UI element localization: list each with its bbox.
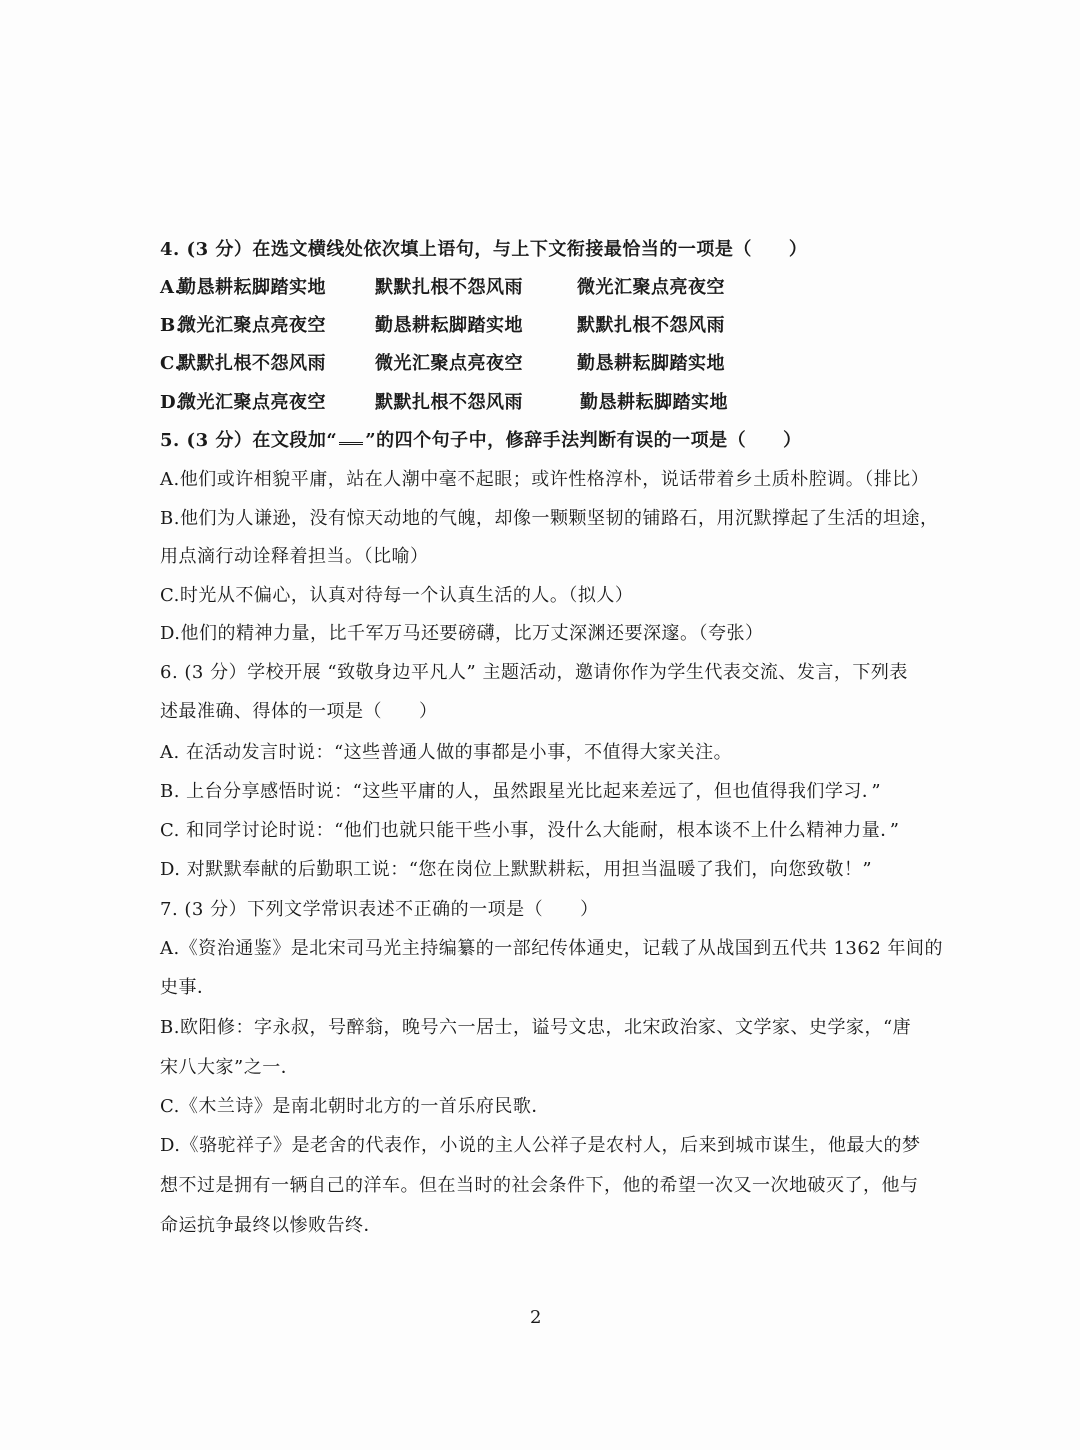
question-7-option-d-line-1: D.《骆驼祥子》是老舍的代表作，小说的主人公祥子是农村人，后来到城市谋生，他最大的梦 — [160, 1135, 921, 1156]
option-phrase-3: 勤恳耕耘脚踏实地 — [580, 392, 728, 413]
question-7-option-a-line-1: A.《资治通鉴》是北宋司马光主持编纂的一部纪传体通史，记载了从战国到五代共 1362 年间的 — [160, 938, 943, 959]
option-phrase-2: 默默扎根不怨风雨 — [375, 392, 523, 413]
question-6-option-c: C. 和同学讨论时说：“他们也就只能干些小事，没什么大能耐，根本谈不上什么精神力量．” — [160, 820, 900, 841]
question-7-option-c: C.《木兰诗》是南北朝时北方的一首乐府民歌． — [160, 1096, 550, 1117]
question-5-option-b-line-2: 用点滴行动诠释着担当。（比喻） — [160, 546, 429, 567]
question-7-stem: 7. (3 分）下列文学常识表述不正确的一项是（ ） — [160, 899, 599, 920]
option-label: A. — [160, 277, 182, 298]
question-7-option-d-line-3: 命运抗争最终以惨败告终． — [160, 1215, 382, 1236]
option-phrase-3: 默默扎根不怨风雨 — [577, 315, 725, 336]
option-label: D. — [160, 392, 183, 413]
option-label: C. — [160, 353, 182, 374]
option-phrase-1: 微光汇聚点亮夜空 — [178, 392, 326, 413]
question-7-option-a-line-2: 史事． — [160, 977, 216, 998]
question-7-option-d-line-2: 想不过是拥有一辆自己的洋车。但在当时的社会条件下，他的希望一次又一次地破灭了，他与 — [160, 1175, 919, 1196]
option-phrase-1: 默默扎根不怨风雨 — [178, 353, 326, 374]
question-5-option-c: C.时光从不偏心，认真对待每一个认真生活的人。（拟人） — [160, 585, 634, 606]
question-5-option-b-line-1: B.他们为人谦逊，没有惊天动地的气魄，却像一颗颗坚韧的铺路石，用沉默撑起了生活的坦途， — [160, 508, 939, 529]
question-6-option-d: D. 对默默奉献的后勤职工说：“您在岗位上默默耕耘，用担当温暖了我们，向您致敬！” — [160, 859, 873, 880]
question-7-option-b-line-1: B.欧阳修：字永叔，号醉翁，晚号六一居士，谥号文忠，北宋政治家、文学家、史学家，“唐 — [160, 1017, 912, 1038]
question-7-option-b-line-2: 宋八大家”之一． — [160, 1057, 300, 1078]
question-5-stem — [160, 429, 802, 453]
question-6-option-b: B. 上台分享感悟时说：“这些平庸的人，虽然跟星光比起来差远了，但也值得我们学习．” — [160, 781, 882, 802]
option-phrase-2: 微光汇聚点亮夜空 — [375, 353, 523, 374]
option-label: B. — [160, 315, 183, 336]
option-phrase-3: 微光汇聚点亮夜空 — [577, 277, 725, 298]
stem-part-after: ”的四个句子中，修辞手法判断有误的一项是（ ） — [365, 430, 802, 451]
emphasis-mark — [339, 438, 363, 445]
option-phrase-1: 微光汇聚点亮夜空 — [178, 315, 326, 336]
option-phrase-2: 勤恳耕耘脚踏实地 — [375, 315, 523, 336]
question-5-option-d: D.他们的精神力量，比千军万马还要磅礴，比万丈深渊还要深邃。（夸张） — [160, 623, 764, 644]
question-6-stem-line-1: 6. (3 分）学校开展 “致敬身边平凡人” 主题活动，邀请你作为学生代表交流、发言，下列表 — [160, 662, 908, 683]
question-4-stem: 4. (3 分）在选文横线处依次填上语句，与上下文衔接最恰当的一项是（ ） — [160, 239, 808, 260]
page-number: 2 — [530, 1307, 542, 1328]
question-5-option-a: A.他们或许相貌平庸，站在人潮中毫不起眼；或许性格淳朴，说话带着乡土质朴腔调。（排比） — [160, 469, 930, 490]
stem-part-before: 5. (3 分）在文段加“ — [160, 430, 338, 451]
question-6-option-a: A. 在活动发言时说：“这些普通人做的事都是小事，不值得大家关注。 — [160, 742, 733, 763]
option-phrase-2: 默默扎根不怨风雨 — [375, 277, 523, 298]
option-phrase-3: 勤恳耕耘脚踏实地 — [577, 353, 725, 374]
option-phrase-1: 勤恳耕耘脚踏实地 — [178, 277, 326, 298]
question-6-stem-line-2: 述最准确、得体的一项是（ ） — [160, 701, 438, 722]
